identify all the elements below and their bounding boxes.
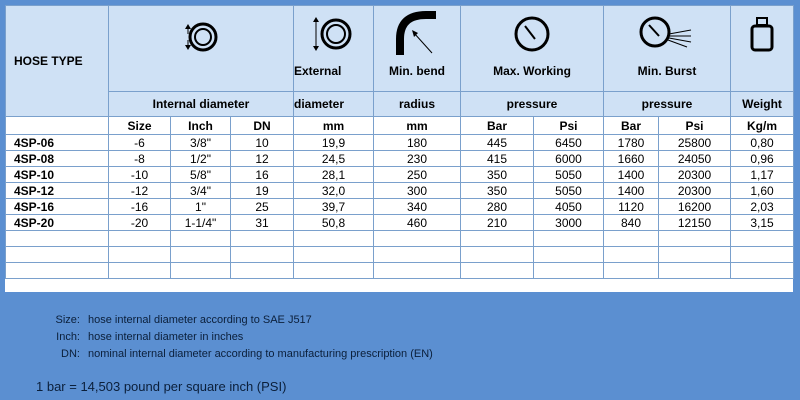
table-cell: 1120 [604, 199, 659, 215]
table-cell: 280 [461, 199, 534, 215]
table-cell: -6 [109, 135, 171, 151]
table-cell: -8 [109, 151, 171, 167]
hose-spec-table [5, 5, 794, 279]
unit-cell: Size [109, 117, 171, 135]
table-cell: 2,03 [731, 199, 794, 215]
weight-label-cell [731, 92, 794, 117]
table-cell: 31 [231, 215, 294, 231]
unit-cell: Psi [659, 117, 731, 135]
table-cell: 6450 [534, 135, 604, 151]
unit-cell: Bar [461, 117, 534, 135]
table-cell: 300 [374, 183, 461, 199]
footnote-key: Inch: [56, 331, 80, 343]
weight-icon-cell [731, 6, 794, 92]
unit-cell: Inch [171, 117, 231, 135]
footnote-key: DN: [61, 348, 80, 360]
unit-conversion-note: 1 bar = 14,503 pound per square inch (PSI) [36, 379, 287, 394]
table-cell: 210 [461, 215, 534, 231]
footnotes [32, 314, 433, 365]
table-cell: 840 [604, 215, 659, 231]
table-cell: 1780 [604, 135, 659, 151]
table-cell: -10 [109, 167, 171, 183]
table-cell: 1,17 [731, 167, 794, 183]
table-cell: 25 [231, 199, 294, 215]
table-cell: 1,60 [731, 183, 794, 199]
working-label-2: pressure [506, 97, 558, 111]
table-cell: 350 [461, 183, 534, 199]
hose-type-cell: 4SP-06 [6, 135, 109, 151]
bend-label-2: radius [398, 97, 435, 111]
footnote-text: hose internal diameter according to SAE J517 [88, 314, 312, 326]
table-cell: -12 [109, 183, 171, 199]
external-label-2-cell [294, 92, 374, 117]
table-cell: 3,15 [731, 215, 794, 231]
footnote-dn [32, 348, 433, 365]
table-cell: 39,7 [294, 199, 374, 215]
table-cell: -16 [109, 199, 171, 215]
table-cell: 5050 [534, 183, 604, 199]
hose-type-cell: 4SP-16 [6, 199, 109, 215]
table-row [6, 135, 794, 151]
unit-cell: Bar [604, 117, 659, 135]
footnote-text: nominal internal diameter according to manufacturing prescription (EN) [88, 348, 433, 360]
table-cell: 24,5 [294, 151, 374, 167]
footnote-size [32, 314, 433, 331]
table-cell: 6000 [534, 151, 604, 167]
table-cell: 32,0 [294, 183, 374, 199]
table-cell: -20 [109, 215, 171, 231]
internal-diameter-header [109, 92, 294, 117]
internal-diameter-label: Internal diameter [152, 97, 250, 111]
table-cell: 20300 [659, 183, 731, 199]
table-cell: 24050 [659, 151, 731, 167]
table-cell: 415 [461, 151, 534, 167]
table-cell: 1400 [604, 183, 659, 199]
table-row [6, 199, 794, 215]
table-row [6, 167, 794, 183]
table-cell: 3000 [534, 215, 604, 231]
unit-cell-blank [6, 117, 109, 135]
table-cell: 16 [231, 167, 294, 183]
internal-diameter-icon-cell [109, 6, 294, 92]
table-cell: 12150 [659, 215, 731, 231]
hose-spec-table-container [5, 5, 793, 292]
hose-type-cell: 4SP-12 [6, 183, 109, 199]
hose-type-label: HOSE TYPE [14, 54, 83, 68]
table-cell: 50,8 [294, 215, 374, 231]
table-cell: 230 [374, 151, 461, 167]
hose-type-cell: 4SP-10 [6, 167, 109, 183]
table-cell: 1660 [604, 151, 659, 167]
empty-row [6, 247, 794, 263]
burst-gauge-icon [637, 14, 697, 54]
external-diameter-header [294, 6, 374, 92]
table-cell: 340 [374, 199, 461, 215]
table-cell: 460 [374, 215, 461, 231]
footnote-inch [32, 331, 433, 348]
burst-label-2-cell [604, 92, 731, 117]
table-cell: 0,80 [731, 135, 794, 151]
table-cell: 1/2" [171, 151, 231, 167]
external-label-2: diameter [294, 97, 345, 111]
working-label-1: Max. Working [493, 64, 571, 78]
unit-cell: Psi [534, 117, 604, 135]
hose-type-cell: 4SP-08 [6, 151, 109, 167]
bend-label-2-cell [374, 92, 461, 117]
table-cell: 25800 [659, 135, 731, 151]
table-cell: 19 [231, 183, 294, 199]
table-cell: 5050 [534, 167, 604, 183]
footnote-key: Size: [55, 314, 80, 326]
unit-cell: DN [231, 117, 294, 135]
table-cell: 4050 [534, 199, 604, 215]
unit-cell: mm [294, 117, 374, 135]
table-cell: 180 [374, 135, 461, 151]
weight-icon [748, 14, 776, 54]
table-cell: 445 [461, 135, 534, 151]
external-label-1: External [294, 64, 342, 78]
burst-label-2: pressure [641, 97, 693, 111]
table-row [6, 215, 794, 231]
empty-row [6, 263, 794, 279]
table-cell: 16200 [659, 199, 731, 215]
pressure-gauge-icon [512, 14, 552, 54]
hose-type-header [6, 6, 109, 117]
table-cell: 28,1 [294, 167, 374, 183]
table-cell: 0,96 [731, 151, 794, 167]
hose-type-cell: 4SP-20 [6, 215, 109, 231]
unit-cell: Kg/m [731, 117, 794, 135]
table-cell: 5/8" [171, 167, 231, 183]
table-cell: 3/4" [171, 183, 231, 199]
unit-row [6, 117, 794, 135]
burst-pressure-header [604, 6, 731, 92]
table-cell: 12 [231, 151, 294, 167]
internal-diameter-icon [179, 17, 223, 57]
table-cell: 1-1/4" [171, 215, 231, 231]
working-label-2-cell [461, 92, 604, 117]
table-cell: 1" [171, 199, 231, 215]
table-row [6, 151, 794, 167]
footnote-text: hose internal diameter in inches [88, 331, 244, 343]
burst-label-1: Min. Burst [637, 64, 697, 78]
table-row [6, 183, 794, 199]
table-cell: 350 [461, 167, 534, 183]
weight-label: Weight [742, 97, 782, 111]
working-pressure-header [461, 6, 604, 92]
table-cell: 20300 [659, 167, 731, 183]
empty-row [6, 231, 794, 247]
table-cell: 3/8" [171, 135, 231, 151]
table-cell: 19,9 [294, 135, 374, 151]
external-diameter-icon [308, 14, 360, 54]
table-cell: 10 [231, 135, 294, 151]
table-cell: 1400 [604, 167, 659, 183]
unit-cell: mm [374, 117, 461, 135]
table-cell: 250 [374, 167, 461, 183]
bend-radius-header [374, 6, 461, 92]
bend-label-1: Min. bend [389, 64, 445, 78]
bend-radius-icon [392, 9, 442, 59]
